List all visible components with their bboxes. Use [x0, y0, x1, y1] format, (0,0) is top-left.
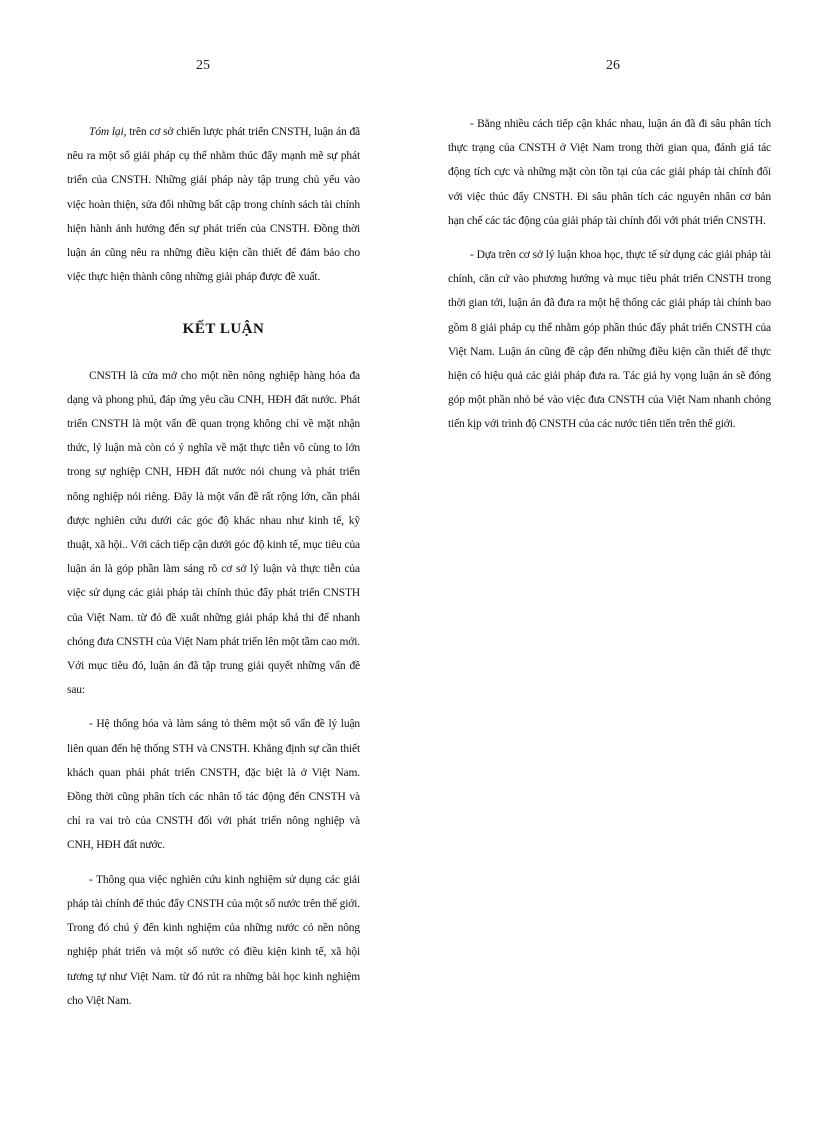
- conclusion-paragraph-2: - Hệ thống hóa và làm sáng tỏ thêm một số vấn đề lý luận liên quan đến hệ thống STH và CNSTH. Khẳng định sự cần thiết khách quan phải phát triển CNSTH, đặc biệt là ở Việt Nam. Đồng thời cũng phân tích các nhân tố tác động đến CNSTH và chỉ ra vai trò của CNSTH đối với phát triển nông nghiệp và CNH, HĐH đất nước.: [67, 718, 360, 852]
- left-page-column: [67, 120, 360, 1013]
- conclusion-paragraph-1: CNSTH là cửa mở cho một nền nông nghiệp hàng hóa đa dạng và phong phú, đáp ứng yêu cầu CNH, HĐH đất nước. Phát triển CNSTH là một vấn đề quan trọng không chỉ về mặt nhận thức, lý luận mà còn có ý nghĩa về mặt thực tiễn vô cùng to lớn trong sự nghiệp CNH, HĐH đất nước nói chung và phát triển nông nghiệp nói riêng. Đây là một vấn đề rất rộng lớn, cần phải được nghiên cứu dưới các góc độ khác nhau như kinh tế, kỹ thuật, xã hội.. Với cách tiếp cận dưới góc độ kinh tế, mục tiêu của luận án là góp phần làm sáng rõ cơ sở lý luận và thực tiễn của việc sử dụng các giải pháp tài chính thúc đẩy phát triển CNSTH của Việt Nam. từ đó đề xuất những giải pháp khả thi để nhanh chóng đưa CNSTH của Việt Nam phát triển lên một tầm cao mới. Với mục tiêu đó, luận án đã tập trung giải quyết những vấn đề sau:: [67, 369, 360, 697]
- right-paragraph-1: - Bằng nhiều cách tiếp cận khác nhau, luận án đã đi sâu phân tích thực trạng của CNSTH ở Việt Nam trong thời gian qua, đánh giá tác động tích cực và những mặt còn tồn tại của các giải pháp tài chính đối với việc thúc đẩy CNSTH. Đi sâu phân tích các nguyên nhân cơ bản hạn chế các tác động của giải pháp tài chính đối với phát triển CNSTH.: [448, 118, 771, 227]
- summary-lead: Tóm lại: [89, 126, 124, 138]
- summary-body: , trên cơ sở chiến lược phát triển CNSTH, luận án đã nêu ra một số giải pháp cụ thể nhằm thúc đẩy mạnh mẽ sự phát triển của CNSTH. Những giải pháp này tập trung chủ yếu vào việc hoàn thiện, sửa đổi những bất cập trong chính sách tài chính hiện hành ảnh hưởng đến sự phát triển của CNSTH. Đồng thời luận án cũng nêu ra những điều kiện cần thiết để đảm bảo cho việc thực hiện thành công những giải pháp được đề xuất.: [67, 126, 361, 284]
- right-paragraph-2: - Dựa trên cơ sở lý luận khoa học, thực tế sử dụng các giải pháp tài chính, căn cứ vào phương hướng và mục tiêu phát triển CNSTH trong thời gian tới, luận án đã đưa ra một hệ thống các giải pháp tài chính bao gồm 8 giải pháp cụ thể nhằm góp phần thúc đẩy phát triển CNSTH của Việt Nam. Luận án cũng đề cập đến những điều kiện cần thiết để thực hiện có hiệu quả các giải pháp đưa ra. Tác giả hy vọng luận án sẽ đóng góp một phần nhỏ bé vào việc đưa CNSTH của Việt Nam nhanh chóng tiến kịp với trình độ CNSTH của các nước tiên tiến trên thế giới.: [448, 249, 771, 431]
- right-page-column: [448, 112, 771, 437]
- page-number-left: 25: [196, 58, 210, 73]
- page-number-right: 26: [606, 58, 620, 73]
- conclusion-heading: KẾT LUẬN: [182, 321, 265, 338]
- summary-paragraph: [67, 120, 360, 289]
- conclusion-paragraph-3: - Thông qua việc nghiên cứu kinh nghiệm sử dụng các giải pháp tài chính để thúc đẩy CNSTH của một số nước trên thế giới. Trong đó chú ý đến kinh nghiệm của những nước có nền nông nghiệp phát triển và một số nước có điều kiện kinh tế, xã hội tương tự như Việt Nam. từ đó rút ra những bài học kinh nghiệm cho Việt Nam.: [67, 873, 360, 1007]
